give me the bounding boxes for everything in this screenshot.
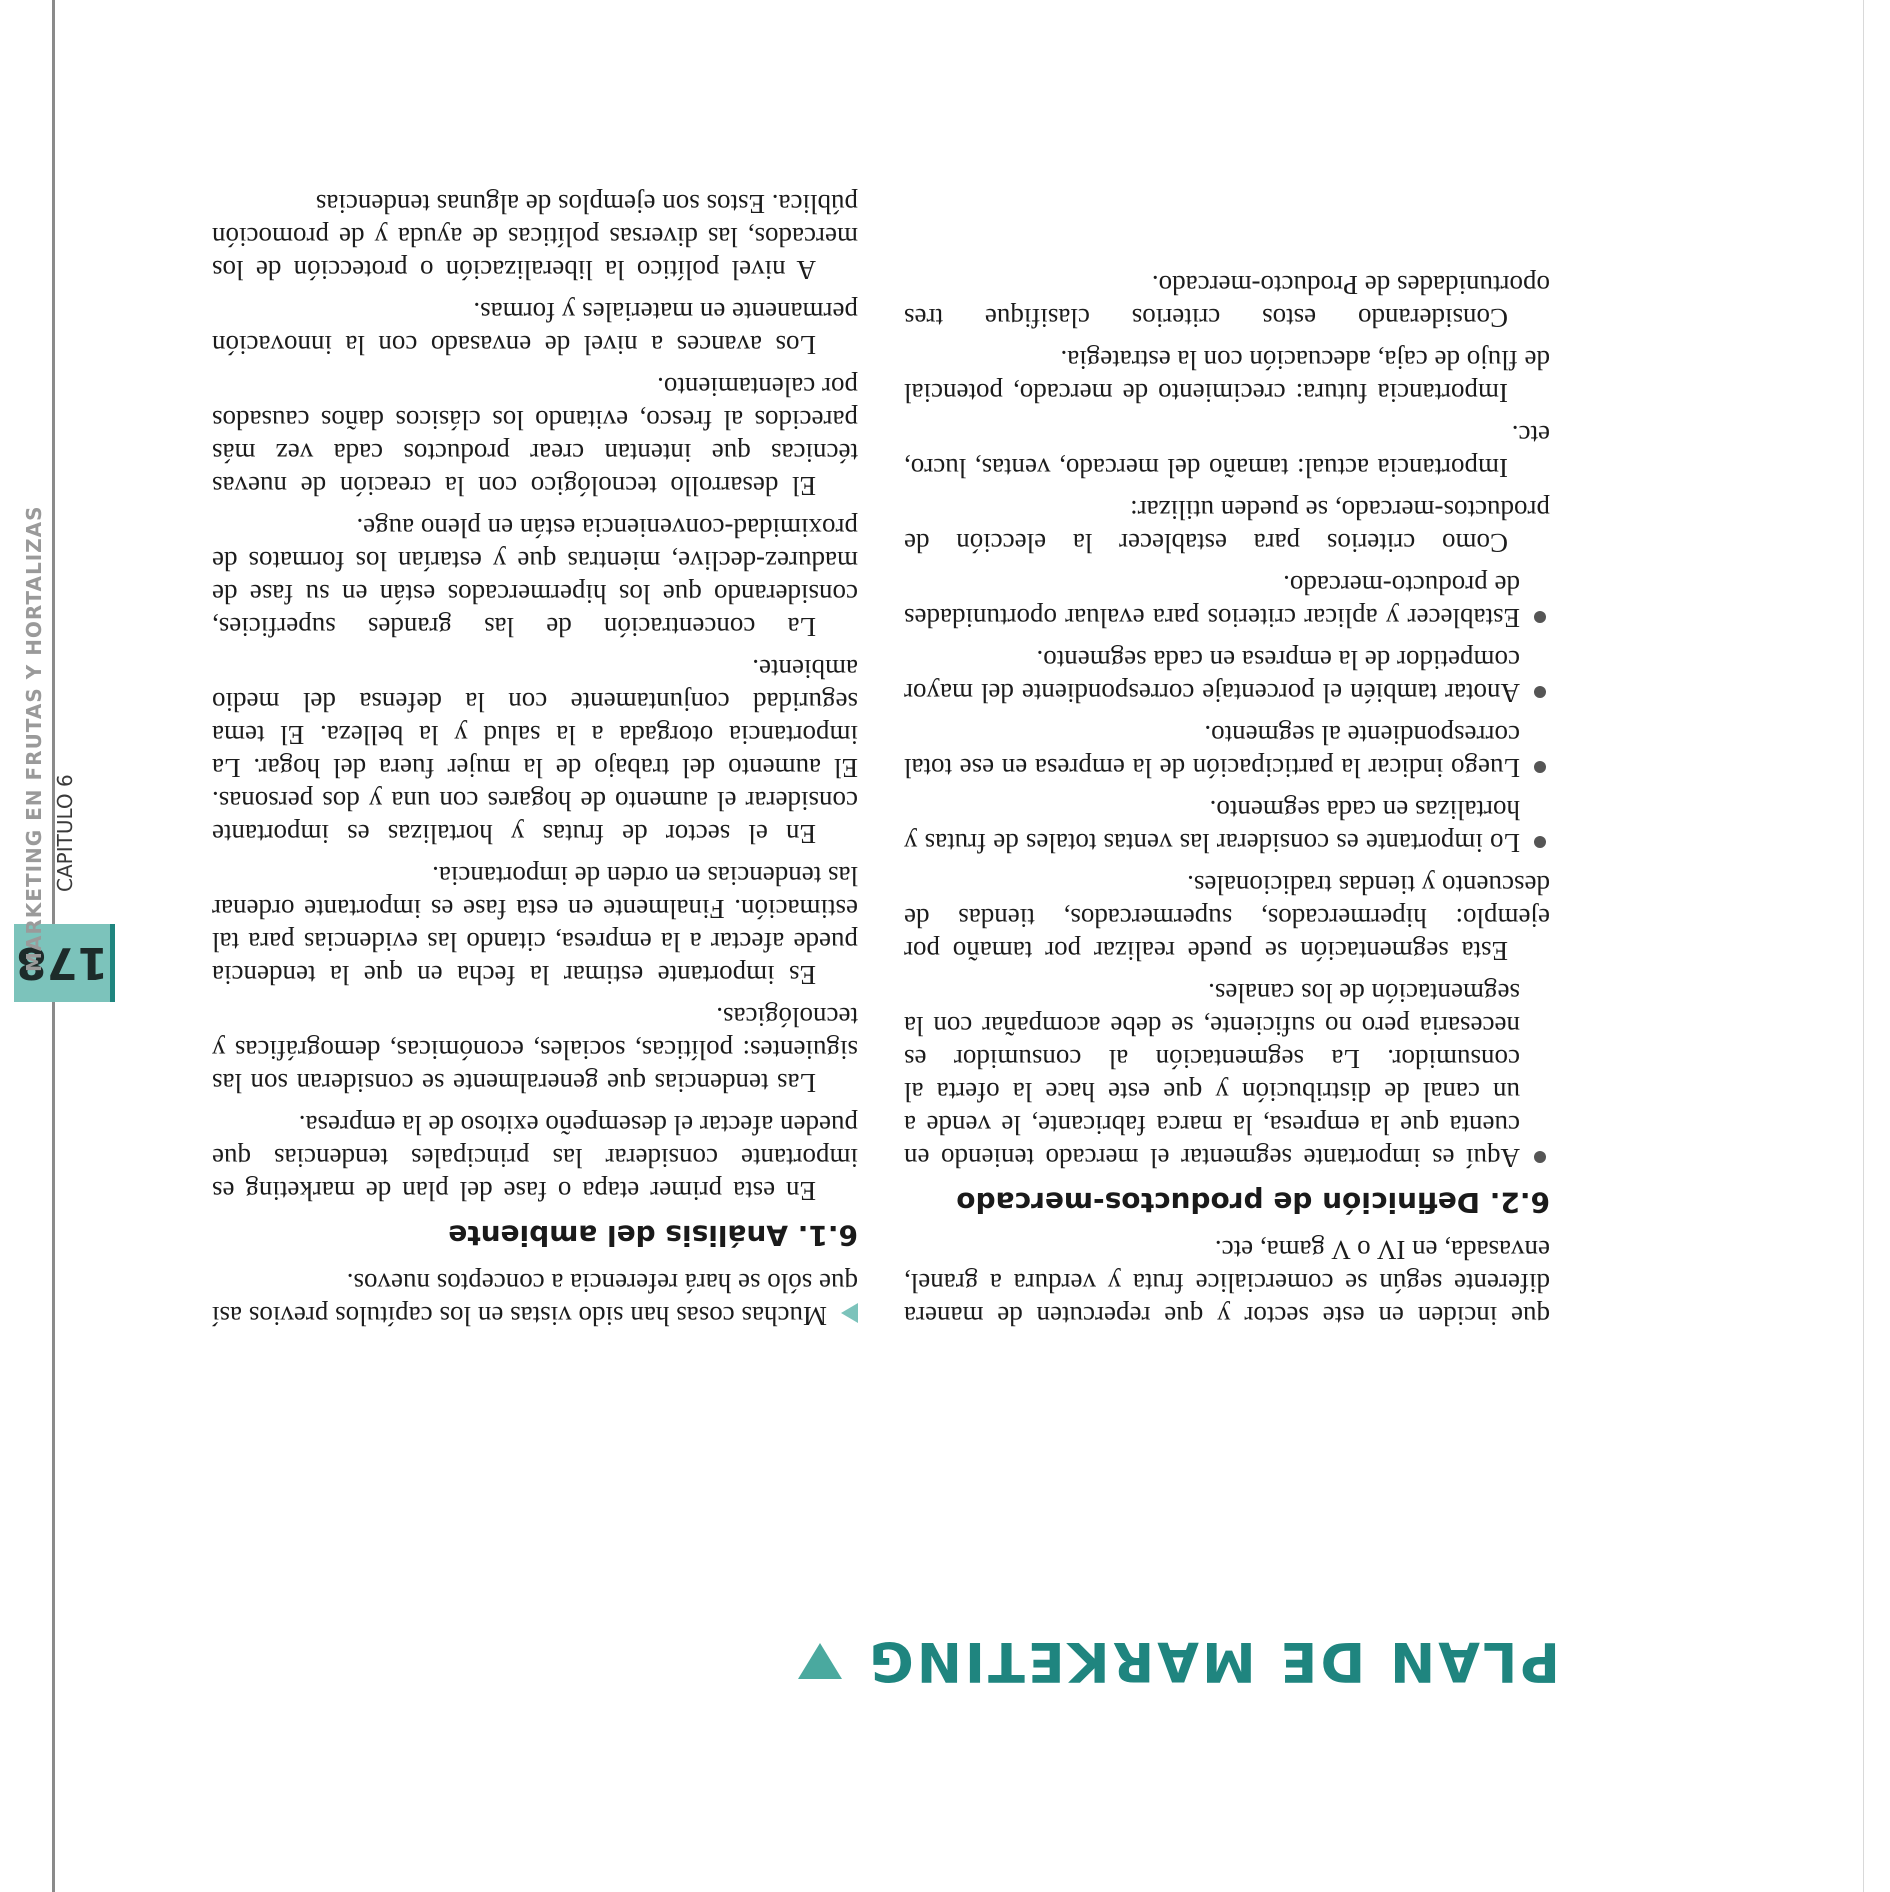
paragraph-segmentacion: Esta segmentación se puede realizar por tamaño por ejemplo: hipermercados, supermercados, tiendas de descuento y tiendas tradicionales. [904, 870, 1550, 966]
paragraph: El desarrollo tecnológico con la creación de nuevas técnicas que intentan crear productos cada vez más parecidos al fresco, evitando los clásicos daños causados por calentamiento. [212, 372, 858, 501]
bullet-icon [1534, 611, 1546, 623]
page-number: 178 [16, 937, 108, 989]
bullet-icon [1534, 761, 1546, 773]
paragraph-importancia-futura: Importancia futura: crecimiento de mercado, potencial de flujo de caja, adecuación con la estrategia. [904, 345, 1550, 408]
list-item: Luego indicar la participación de la empresa en ese total correspondiente al segmento. [904, 718, 1550, 784]
paragraph: En el sector de frutas y hortalizas es importante considerar el aumento de hogares con una y dos personas. El aumento del trabajo de la mujer fuera del hogar. La importancia otorgada a la salud y la belleza. El tema seguridad conjuntamente con la defensa del medio ambiente. [212, 654, 858, 849]
paragraph: Es importante estimar la fecha en que la tendencia puede afectar a la empresa, citando las evidencias para tal estimación. Finalmente en esta fase es importante ordenar las tendencias en orden de importancia. [212, 861, 858, 990]
intro-paragraph: Muchas cosas han sido vistas en los capítulos previos así que sólo se hará referencia a conceptos nuevos. [212, 1268, 858, 1331]
triangle-down-icon [798, 1644, 842, 1680]
bullet-list-1 [904, 976, 1550, 1174]
list-item: Anotar también el porcentaje correspondiente del mayor competidor de la empresa en cada segmento. [904, 643, 1550, 709]
triangle-right-icon [841, 1303, 858, 1323]
right-column [212, 178, 858, 1332]
paragraph: A nivel político la liberalización o protección de los mercados, las diversas políticas de ayuda y de promoción pública. Estos son ejemplos de algunas tendencias [212, 189, 858, 285]
page-title: PLAN DE MARKETING [866, 1630, 1560, 1693]
bullet-icon [1534, 1151, 1546, 1163]
bullet-icon [1534, 836, 1546, 848]
paragraph: En esta primer etapa o fase del plan de marketing es importante considerar las principales tendencias que pueden afectar el desempeño exitoso de la empresa. [212, 1110, 858, 1206]
page-header [798, 1630, 1560, 1693]
paragraph-criterios: Como criterios para establecer la elección de productos-mercado, se pueden utilizar: [904, 495, 1550, 558]
list-item: Establecer y aplicar criterios para evaluar oportunidades de producto-mercado. [904, 568, 1550, 634]
section-title-6-2: 6.2. Definición de productos-mercado [956, 1186, 1550, 1219]
paragraph: Las tendencias que generalmente se consideran son las siguientes: políticas, sociales, económicas, demográficas y tecnológicas. [212, 1002, 858, 1098]
left-column [904, 259, 1550, 1332]
chapter-label: CAPITULO 6 [53, 774, 77, 892]
paragraph-importancia-actual: Importancia actual: tamaño del mercado, ventas, lucro, etc. [904, 420, 1550, 483]
bullet-list-2 [904, 568, 1550, 859]
paragraph-continued: que inciden en este sector y que repercuten de manera diferente según se comercialice fruta y verdura a granel, envasada, en IV o V gama, etc. [904, 1235, 1550, 1331]
list-item: Lo importante es considerar las ventas totales de frutas y hortalizas en cada segmento. [904, 793, 1550, 859]
paragraph-considerando: Considerando estos criterios clasifique tres oportunidades de Producto-mercado. [904, 270, 1550, 333]
page-edge [1863, 0, 1864, 1892]
paragraph: La concentración de las grandes superficies, considerando que los hipermercados están en su fase de madurez-declive, mientras que y estarían los formatos de proximidad-conveniencia están en pleno auge. [212, 513, 858, 642]
section-title-6-1: 6.1. Análisis del ambiente [448, 1219, 858, 1252]
paragraph: Los avances a nivel de envasado con la innovación permanente en materiales y formas. [212, 297, 858, 360]
list-item: Aquí es importante segmentar el mercado teniendo en cuenta que la empresa, la marca fabricante, le vende a un canal de distribución y que este hace la oferta al consumidor. La segmentación al consumidor es necesaria pero no suficiente, se debe acompañar con la segmentación de los canales. [904, 976, 1550, 1174]
book-title: MARKETING EN FRUTAS Y HORTALIZAS [22, 505, 46, 972]
bullet-icon [1534, 686, 1546, 698]
